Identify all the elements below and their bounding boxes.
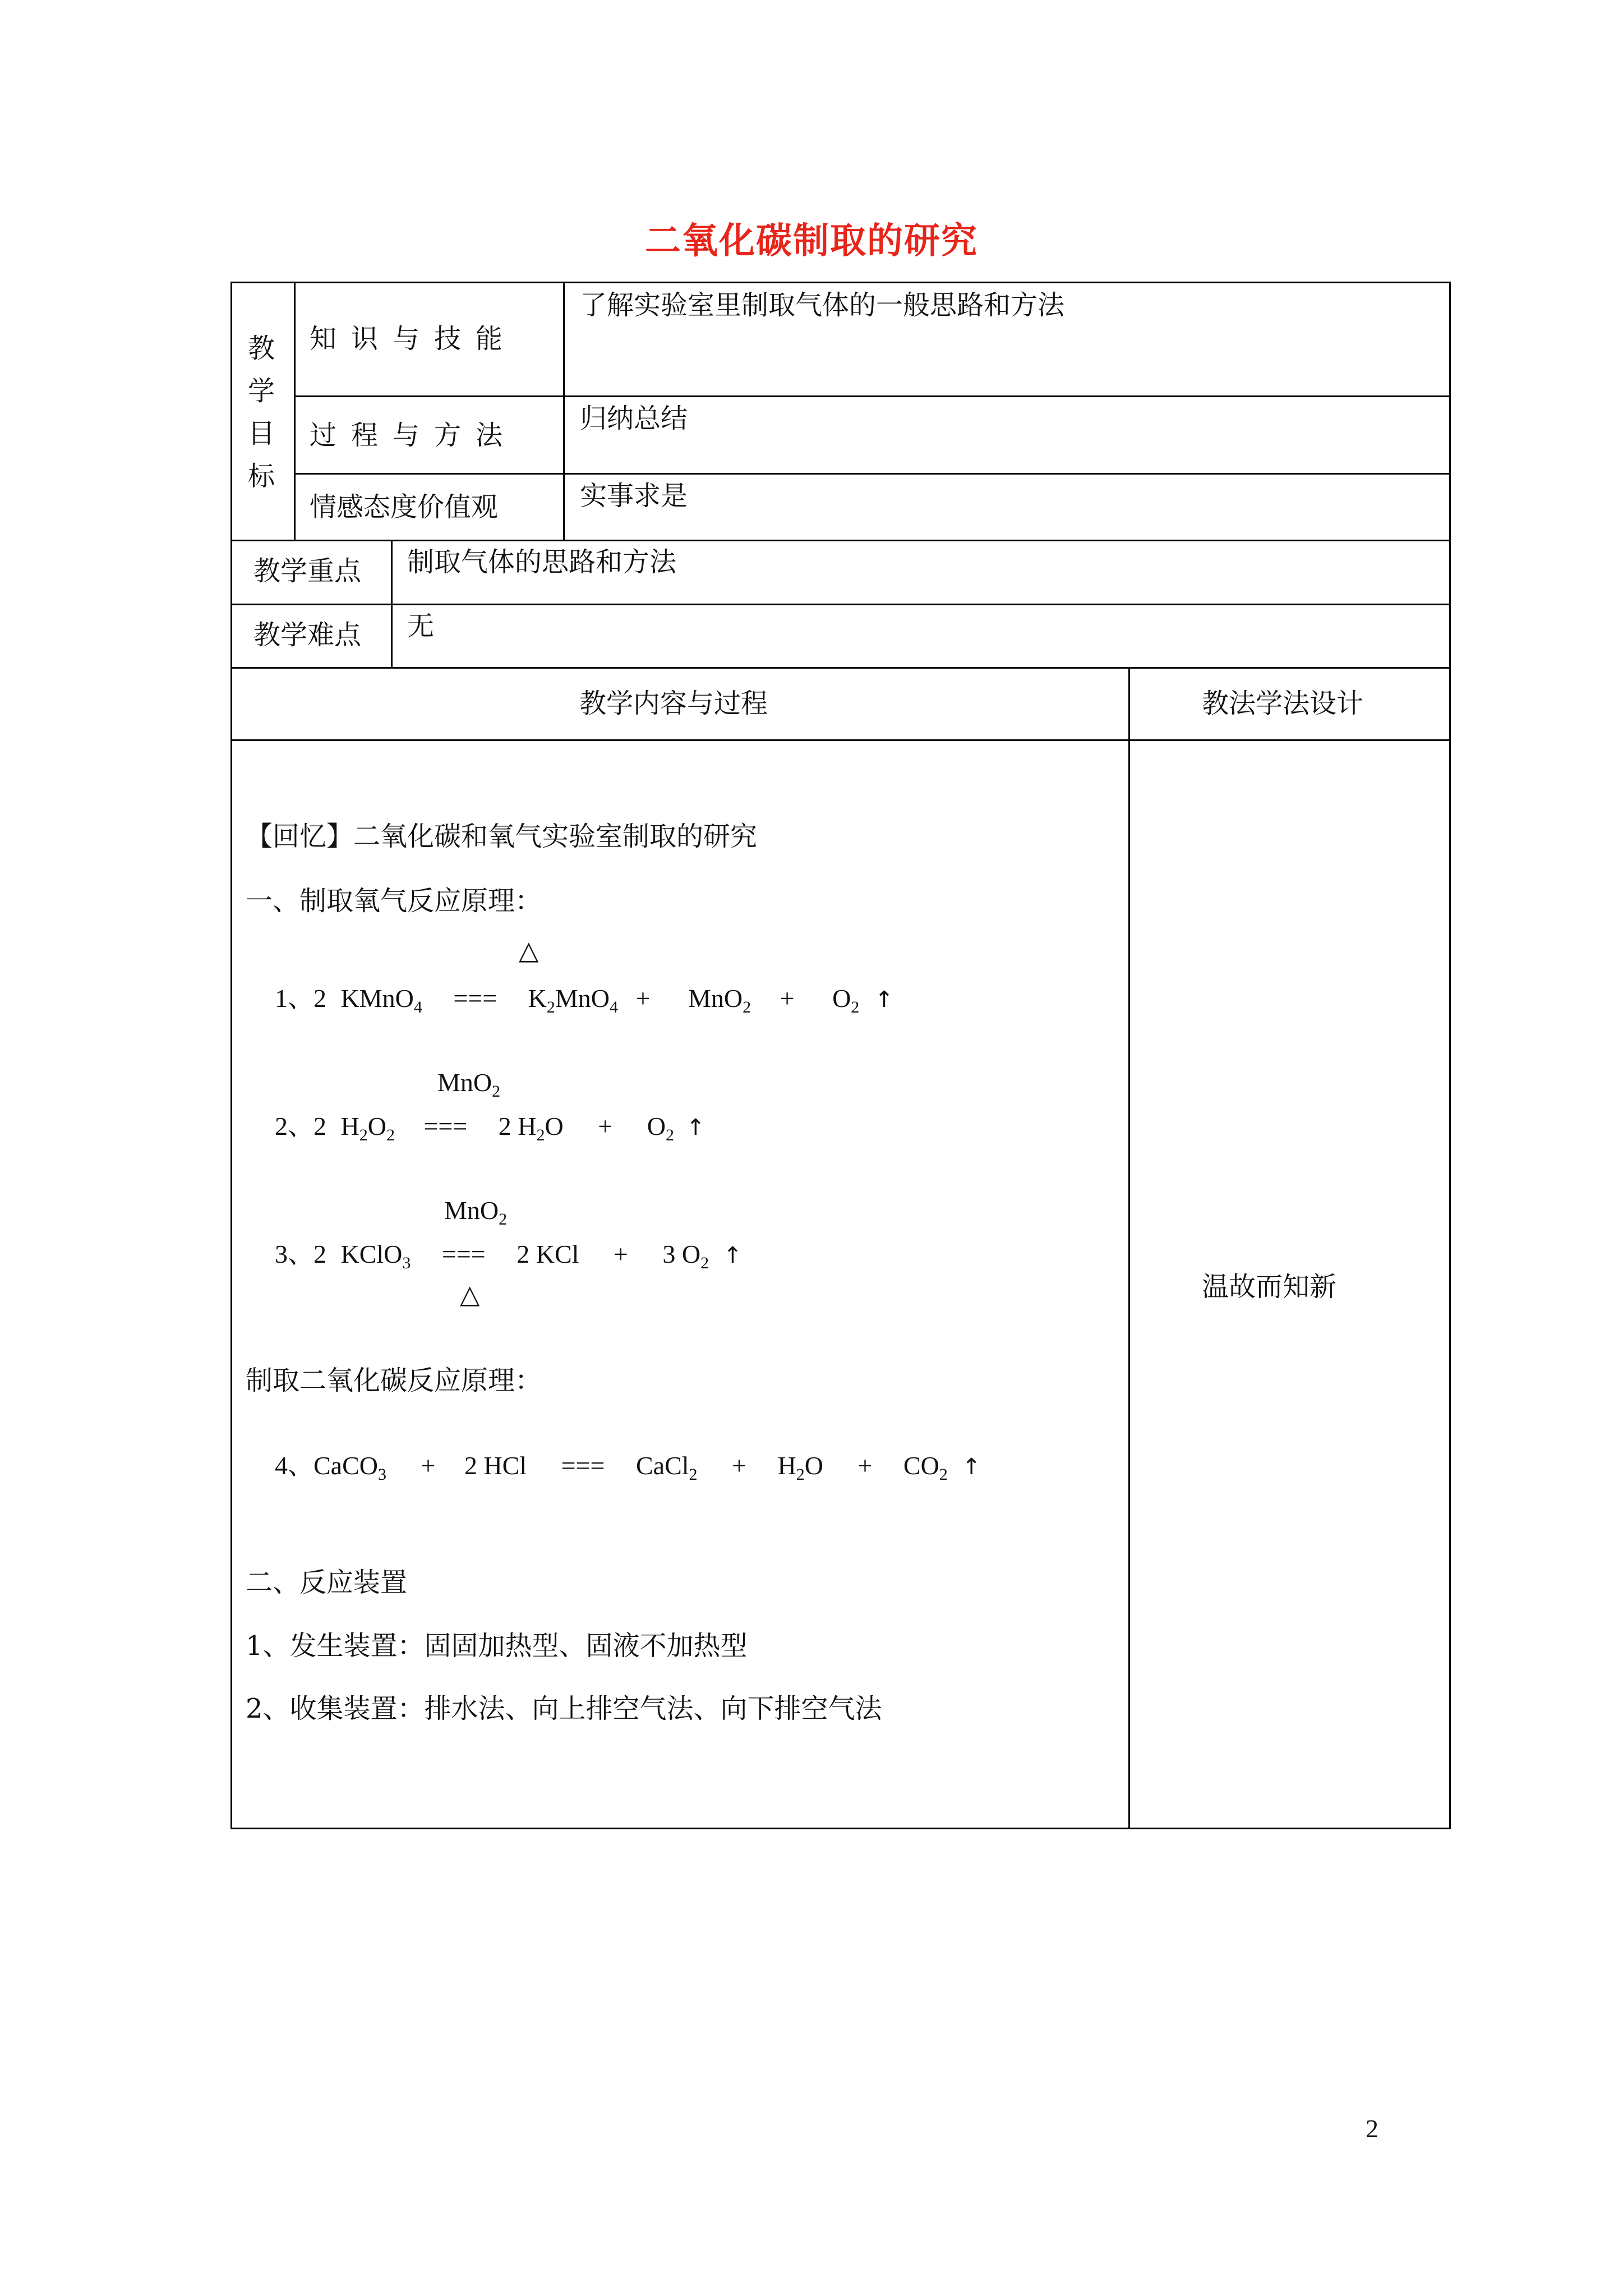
gas-arrow-icon: ↑ [962, 1454, 981, 1480]
document-title: 二氧化碳制取的研究 [645, 220, 978, 262]
co2-heading: 制取二氧化碳反应原理： [246, 1365, 542, 1396]
equation-4: 4、CaCO$_3$ + 2 HCl === CaCl$_2$ + $H_2O + CO_2$ ↑ [275, 1451, 981, 1484]
process-method-label: 过程与方法 [310, 420, 518, 451]
eq3-condition: △ [460, 1280, 480, 1309]
process-method-value: 归纳总结 [580, 403, 688, 434]
eq3-catalyst: MnO$_2$ [444, 1196, 508, 1228]
attitude-values-label: 情感态度价值观 [310, 491, 499, 523]
apparatus-item-generation: 1、发生装置：固固加热型、固液不加热型 [246, 1630, 748, 1662]
key-point-value: 制取气体的思路和方法 [407, 546, 677, 578]
apparatus-item-collection: 2、收集装置：排水法、向上排空气法、向下排空气法 [246, 1693, 882, 1724]
apparatus-heading: 二、反应装置 [246, 1567, 408, 1598]
eq1-condition: △ [519, 936, 539, 965]
gas-arrow-icon: ↑ [874, 987, 894, 1013]
key-point-label: 教学重点 [253, 555, 362, 587]
objectives-label: 教 学 目 标 [247, 333, 275, 492]
page-number: 2 [1366, 2114, 1378, 2143]
difficulty-value: 无 [407, 610, 435, 642]
attitude-values-value: 实事求是 [580, 480, 688, 512]
eq2-catalyst: MnO$_2$ [437, 1068, 501, 1101]
equation-1: 1、2 KMnO$_4$ === $K_2MnO_4 + MnO_2 + O_2$ ↑ [275, 984, 894, 1016]
gas-arrow-icon: ↑ [723, 1243, 743, 1268]
difficulty-label: 教学难点 [253, 619, 362, 651]
knowledge-skills-label: 知识与技能 [310, 323, 518, 355]
content-column-header: 教学内容与过程 [579, 688, 768, 719]
equation-3: 3、2 KClO$_3$ === 2 KCl + 3 $O_2$ ↑ [275, 1240, 743, 1272]
equation-2: 2、2 $H_2O_2$ === 2 $H_2O + O_2$ ↑ [275, 1112, 705, 1144]
method-column-header: 教法学法设计 [1202, 688, 1364, 719]
review-heading: 【回忆】二氧化碳和氧气实验室制取的研究 [246, 821, 758, 852]
oxygen-heading: 一、制取氧气反应原理： [246, 885, 542, 917]
method-note: 温故而知新 [1202, 1271, 1337, 1303]
knowledge-skills-value: 了解实验室里制取气体的一般思路和方法 [580, 289, 1065, 321]
gas-arrow-icon: ↑ [686, 1115, 705, 1140]
